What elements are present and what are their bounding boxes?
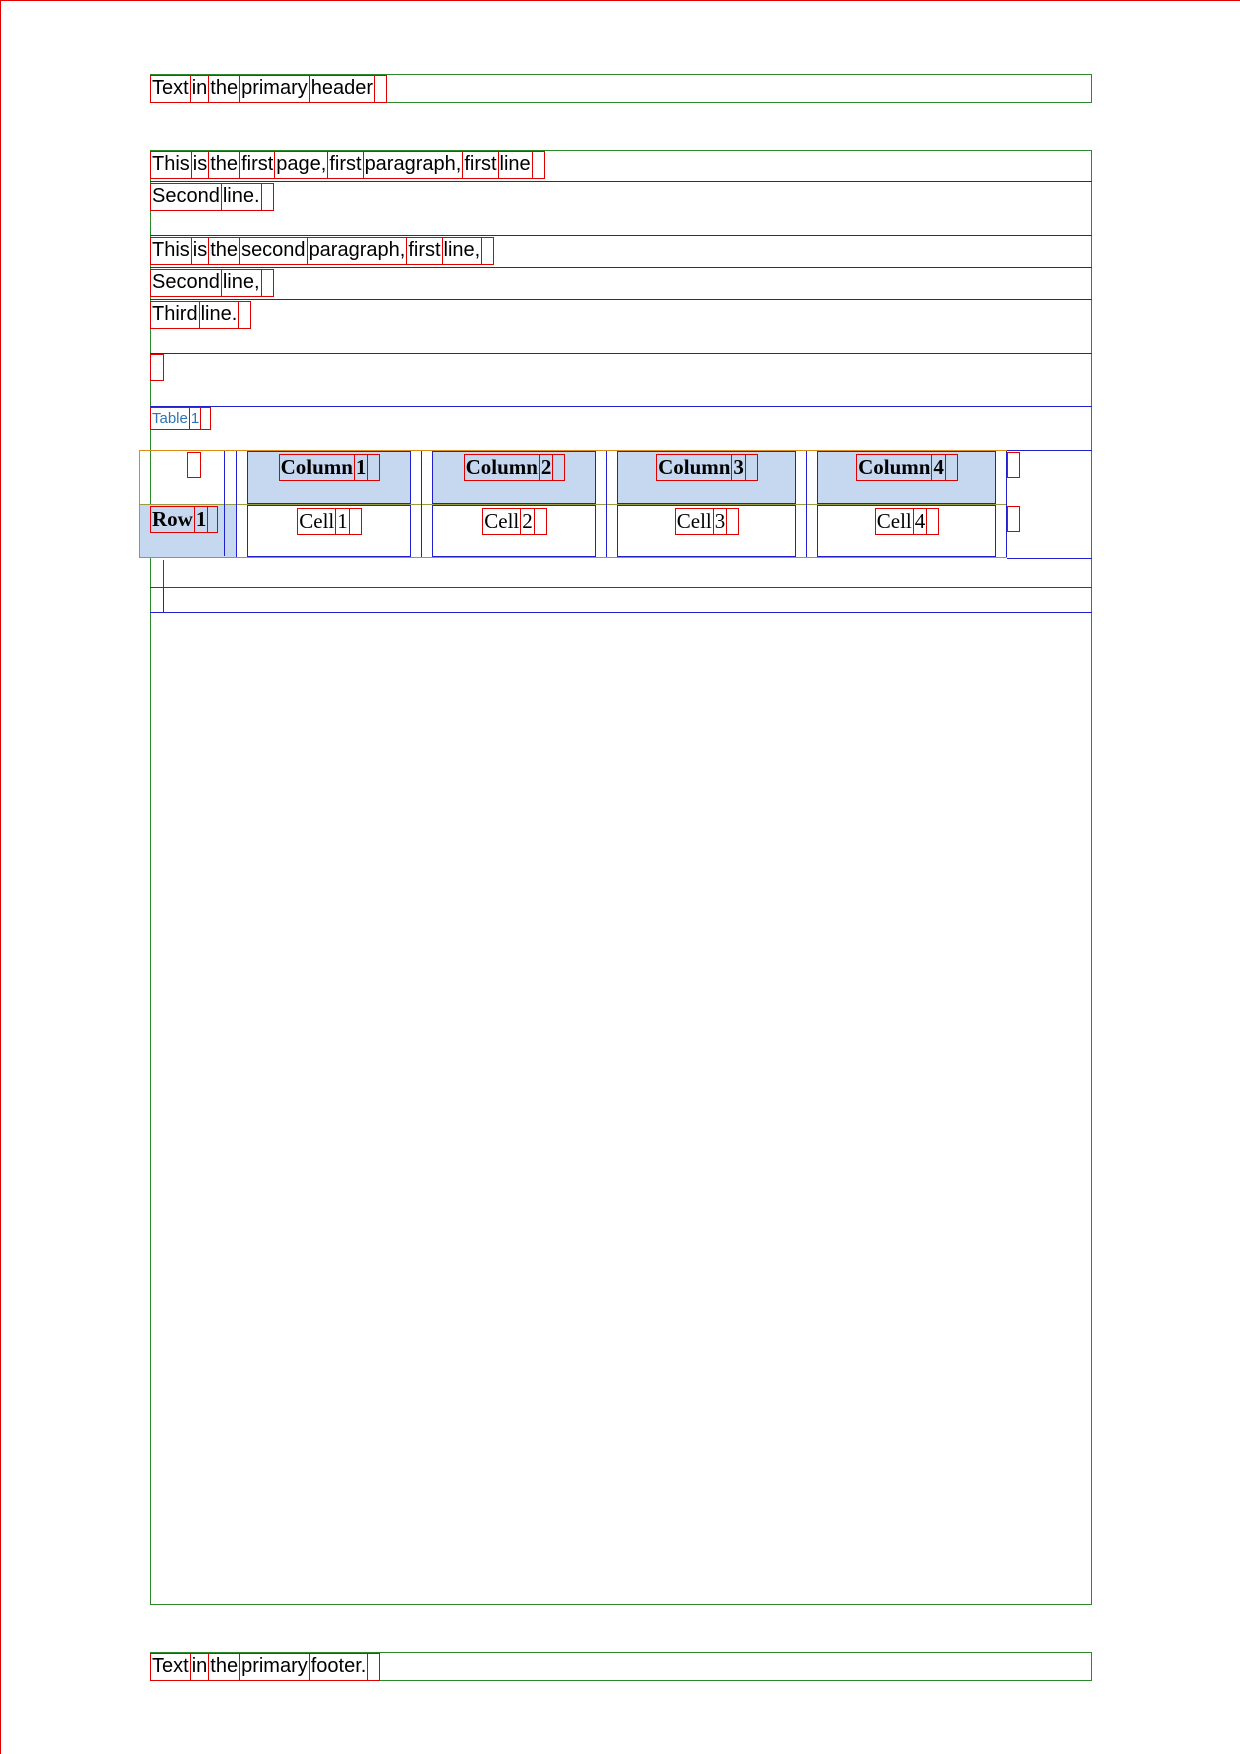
word: Cell xyxy=(676,509,712,533)
word: 1 xyxy=(355,455,367,479)
word: the xyxy=(208,151,240,179)
word: second xyxy=(239,237,308,265)
word: in xyxy=(190,1653,210,1681)
line-boundary xyxy=(150,587,1092,588)
line-boundary xyxy=(150,612,1092,613)
word: the xyxy=(208,75,240,103)
table-caption xyxy=(150,407,210,430)
word: Third xyxy=(150,301,200,329)
cell-mark xyxy=(926,508,939,535)
word: Column xyxy=(658,455,731,479)
word: footer. xyxy=(309,1653,369,1681)
cell-boundary xyxy=(421,451,422,557)
word: first xyxy=(406,237,442,265)
word: 1 xyxy=(189,407,201,430)
column-header-2 xyxy=(432,451,596,504)
cell-boundary xyxy=(236,451,237,557)
word: Second xyxy=(150,269,222,297)
cell-mark xyxy=(745,454,758,481)
word: Cell xyxy=(876,509,912,533)
body-line-2 xyxy=(150,183,273,211)
paragraph-mark xyxy=(200,407,211,430)
word: Text xyxy=(150,1653,191,1681)
line-break-mark xyxy=(532,151,545,179)
word: the xyxy=(208,1653,240,1681)
word: Table xyxy=(150,407,190,430)
word: line, xyxy=(221,269,262,297)
word: first xyxy=(327,151,363,179)
cell-mark xyxy=(534,508,547,535)
word: This xyxy=(150,151,192,179)
word: line. xyxy=(221,183,262,211)
line-boundary xyxy=(150,235,1092,236)
cell-boundary xyxy=(806,451,807,557)
body-line-5 xyxy=(150,301,250,329)
line-boundary xyxy=(150,267,1092,268)
cell-boundary xyxy=(606,451,607,557)
table-cell-4 xyxy=(817,505,996,557)
row-end-mark xyxy=(1007,506,1020,532)
word: 1 xyxy=(337,509,348,533)
word: 1 xyxy=(195,507,207,531)
cell-mark xyxy=(945,454,958,481)
line-boundary xyxy=(1007,558,1092,559)
word: paragraph, xyxy=(307,237,408,265)
word: Cell xyxy=(299,509,335,533)
word: Second xyxy=(150,183,222,211)
word: first xyxy=(462,151,498,179)
word: is xyxy=(191,237,209,265)
word: paragraph, xyxy=(363,151,464,179)
word: is xyxy=(191,151,209,179)
paragraph-mark xyxy=(187,452,201,478)
cell-mark xyxy=(552,454,565,481)
word: line. xyxy=(199,301,240,329)
table-cell-3 xyxy=(617,505,796,557)
body-line-4 xyxy=(150,269,273,297)
paragraph-mark xyxy=(374,75,387,103)
word: Row xyxy=(152,507,193,531)
body-area xyxy=(150,150,1092,1605)
table-cell-2 xyxy=(432,505,596,557)
body-line-1 xyxy=(150,151,544,179)
cell-mark xyxy=(367,454,380,481)
footer-line xyxy=(150,1653,379,1681)
paragraph-mark xyxy=(238,301,251,329)
word: 4 xyxy=(914,509,926,533)
word: 3 xyxy=(733,455,744,479)
row-end-mark xyxy=(1007,452,1020,478)
word: Column xyxy=(280,455,353,479)
table-cell-1 xyxy=(247,505,411,557)
word: Column xyxy=(858,455,931,479)
word: 3 xyxy=(714,509,726,533)
cell-mark xyxy=(726,508,739,535)
word: Column xyxy=(465,455,538,479)
cell-mark xyxy=(349,508,362,535)
line-break-mark xyxy=(481,237,494,265)
word: 4 xyxy=(933,455,944,479)
paragraph-mark xyxy=(261,183,274,211)
line-boundary xyxy=(150,353,1092,354)
paragraph-mark xyxy=(367,1653,380,1681)
word: line, xyxy=(442,237,483,265)
word: in xyxy=(190,75,210,103)
word: first xyxy=(239,151,275,179)
line-boundary xyxy=(150,299,1092,300)
word: 2 xyxy=(522,509,533,533)
column-header-3 xyxy=(617,451,796,504)
column-header-1 xyxy=(247,451,411,504)
body-line-3 xyxy=(150,237,493,265)
word: page, xyxy=(274,151,328,179)
empty-paragraph-mark xyxy=(150,354,164,381)
word: header xyxy=(309,75,375,103)
line-break-mark xyxy=(261,269,274,297)
column-header-4 xyxy=(817,451,996,504)
word: primary xyxy=(239,75,310,103)
word: Text xyxy=(150,75,191,103)
line-boundary xyxy=(163,560,164,587)
word: Cell xyxy=(484,509,520,533)
cell-mark xyxy=(207,506,218,533)
header-line xyxy=(150,75,386,103)
word: This xyxy=(150,237,192,265)
word: the xyxy=(208,237,240,265)
word: 2 xyxy=(540,455,552,479)
line-boundary xyxy=(150,406,1092,407)
word: primary xyxy=(239,1653,310,1681)
word: line xyxy=(498,151,533,179)
row-header-1 xyxy=(150,506,217,533)
line-boundary xyxy=(150,181,1092,182)
